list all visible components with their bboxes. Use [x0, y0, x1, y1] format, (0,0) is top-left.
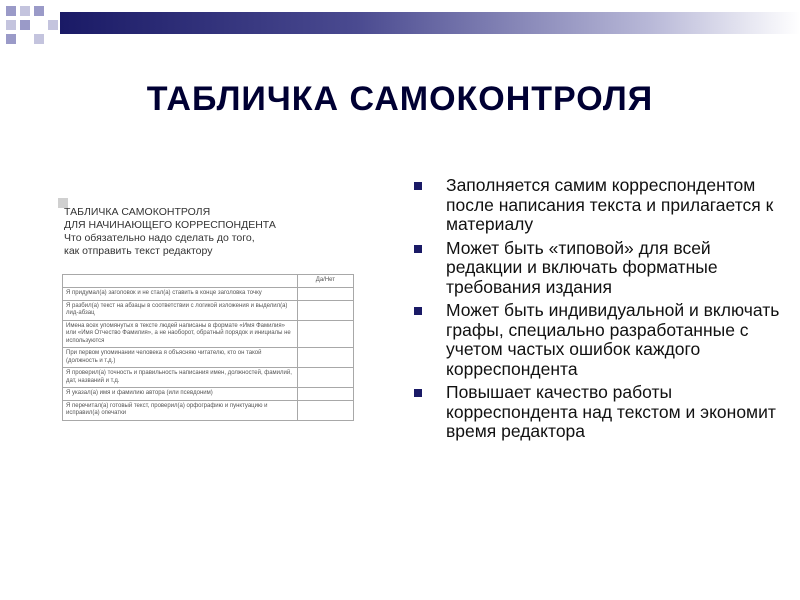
table-row: [63, 400, 354, 420]
table-cell-answer: [297, 320, 353, 348]
checklist-subheading-line: Что обязательно надо сделать до того,: [64, 232, 255, 244]
decor-square: [20, 20, 30, 30]
bullet-text: Может быть «типовой» для всей редакции и включать форматные требования издания: [446, 237, 718, 297]
decor-square: [6, 34, 16, 44]
table-cell-answer: [297, 388, 353, 401]
table-cell-answer: [297, 368, 353, 388]
checklist-heading: [64, 206, 364, 258]
bullet-text: Повышает качество работы корреспондента над текстом и экономит время редактора: [446, 382, 776, 441]
slide-title: ТАБЛИЧКА САМОКОНТРОЛЯ: [146, 80, 654, 118]
table-header-yes-no: Да/Нет: [297, 275, 353, 288]
table-cell-question: При первом упоминании человека я объясняю читателю, кто он такой (должность и т.д.): [63, 348, 298, 368]
list-item: [414, 301, 784, 379]
table-cell-answer: [297, 400, 353, 420]
bullet-square-icon: [414, 182, 422, 190]
decor-square: [34, 34, 44, 44]
checklist-subheading-line: как отправить текст редактору: [64, 245, 213, 257]
table-row: [63, 388, 354, 401]
bullet-list: [414, 176, 784, 446]
list-item: [414, 383, 784, 442]
table-cell-answer: [297, 348, 353, 368]
table-row: [63, 320, 354, 348]
decor-square: [6, 20, 16, 30]
table-cell-question: Я указал(а) имя и фамилию автора (или псевдоним): [63, 388, 298, 401]
bullet-square-icon: [414, 245, 422, 253]
table-row: [63, 300, 354, 320]
table-cell-answer: [297, 300, 353, 320]
decor-square: [20, 6, 30, 16]
table-row: [63, 288, 354, 301]
decor-square: [6, 6, 16, 16]
table-cell-question: Я проверил(а) точность и правильность написания имен, должностей, фамилий, дат, названий и т.д.: [63, 368, 298, 388]
table-header-row: [63, 275, 354, 288]
header-bar: [60, 12, 800, 34]
decor-square: [34, 6, 44, 16]
checklist-image: [58, 198, 358, 464]
checklist-heading-line: ТАБЛИЧКА САМОКОНТРОЛЯ: [64, 206, 211, 218]
table-cell-question: Я придумал(а) заголовок и не стал(а) ставить в конце заголовка точку: [63, 288, 298, 301]
table-row: [63, 368, 354, 388]
table-cell-question: Я перечитал(а) готовый текст, проверил(а) орфографию и пунктуацию и исправил(а) опечатки: [63, 400, 298, 420]
table-cell-answer: [297, 288, 353, 301]
bullet-square-icon: [414, 389, 422, 397]
checklist-heading-line: ДЛЯ НАЧИНАЮЩЕГО КОРРЕСПОНДЕНТА: [64, 219, 276, 231]
bullet-square-icon: [414, 307, 422, 315]
table-cell-question: Я разбил(а) текст на абзацы в соответствии с логикой изложения и выделил(а) лид-абзац: [63, 300, 298, 320]
list-item: [414, 176, 784, 235]
bullet-text: Заполняется самим корреспондентом после написания текста и прилагается к материалу: [446, 175, 774, 234]
bullet-text: Может быть индивидуальной и включать графы, специально разработанные с учетом частых ошибок каждого корреспондента: [446, 300, 780, 379]
table-cell-question: Имена всех упомянутых в тексте людей написаны в формате «Имя Фамилия» или «Имя Отчество Фамилия», а не наоборот, обратный порядок и инициалы не используются: [63, 320, 298, 348]
table-row: [63, 348, 354, 368]
list-item: [414, 239, 784, 298]
table-header-empty: [63, 275, 298, 288]
decor-square: [48, 20, 58, 30]
checklist-table: [62, 274, 354, 421]
